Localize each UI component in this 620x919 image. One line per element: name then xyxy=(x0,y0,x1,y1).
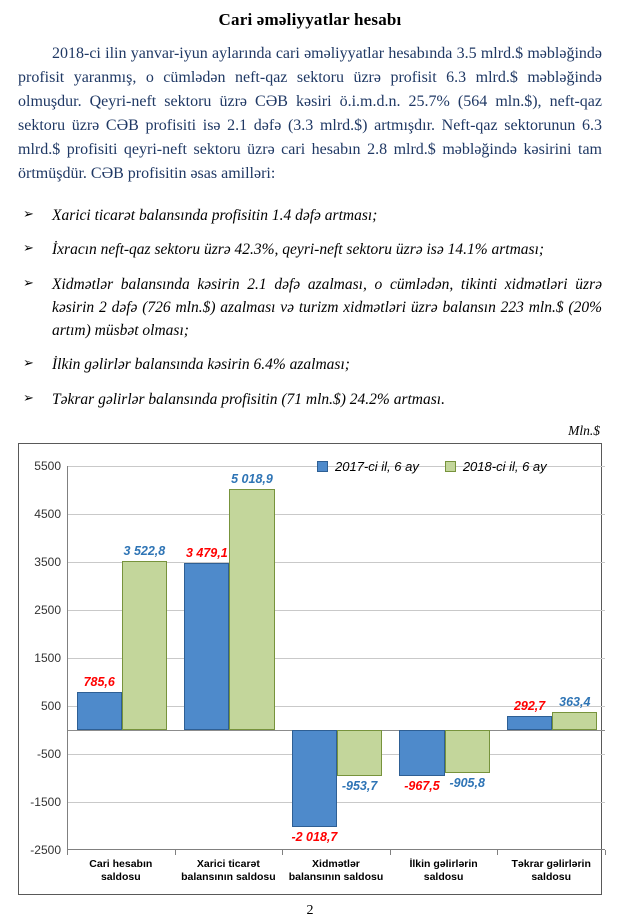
bullet-item xyxy=(18,353,602,376)
y-axis-tick-label: 3500 xyxy=(34,554,61,569)
bar-value-label: -2 018,7 xyxy=(291,829,338,844)
bullet-arrow-icon: ➢ xyxy=(23,356,34,372)
bullet-text: İlkin gəlirlər balansında kəsirin 6.4% azalması; xyxy=(52,356,350,374)
bullet-arrow-icon: ➢ xyxy=(23,275,34,291)
x-axis-category-label: Cari hesabın saldosu xyxy=(89,857,153,883)
bullet-item xyxy=(18,388,602,411)
gridline xyxy=(68,514,605,515)
x-axis-category-label: Xarici ticarət balansının saldosu xyxy=(181,857,276,883)
bullet-text: Xarici ticarət balansında profisitin 1.4 dəfə artması; xyxy=(52,207,378,224)
bullet-text: Xidmətlər balansında kəsirin 2.1 dəfə azalması, o cümlədən, tikinti xidmətləri üzrə kəsirin 2 dəfə (726 mln.$) azalması və turizm xidmətləri üzrə balansın 223 mln.$ (20% artım) müsbət olması; xyxy=(52,275,602,339)
bullet-list xyxy=(18,204,602,411)
y-axis-tick-label: 4500 xyxy=(34,506,61,521)
y-axis-tick-label: -1500 xyxy=(30,794,61,809)
bar-series2-cat5 xyxy=(552,712,597,729)
bar-series2-cat4 xyxy=(445,730,490,773)
bar-value-label: -967,5 xyxy=(404,779,440,794)
x-axis-tick xyxy=(605,850,606,855)
bullet-arrow-icon: ➢ xyxy=(23,207,34,222)
bar-value-label: 363,4 xyxy=(559,695,591,710)
bar-series1-cat2 xyxy=(184,563,229,730)
y-axis-tick-label: -500 xyxy=(36,746,61,761)
bar-value-label: -953,7 xyxy=(341,778,378,793)
bar-series1-cat1 xyxy=(77,692,122,730)
legend-swatch-icon xyxy=(317,461,328,472)
legend-item xyxy=(445,459,547,474)
bar-value-label: 785,6 xyxy=(83,675,115,690)
x-axis-category-label: İlkin gəlirlərin saldosu xyxy=(409,857,478,883)
page-title: Cari əməliyyatlar hesabı xyxy=(218,10,402,29)
x-axis-category-label: Xidmətlər balansının saldosu xyxy=(288,857,384,883)
bullet-item xyxy=(18,238,602,261)
y-axis-tick-label: 2500 xyxy=(34,602,61,617)
bar-value-label: -905,8 xyxy=(449,776,485,791)
chart-plot-area xyxy=(67,466,605,850)
legend-swatch-icon xyxy=(445,461,456,472)
x-axis-tick xyxy=(282,850,283,855)
x-axis-category-label: Təkrar gəlirlərin saldosu xyxy=(511,857,591,883)
y-axis-tick-label: 5500 xyxy=(34,458,61,473)
bullet-arrow-icon: ➢ xyxy=(23,390,34,406)
bullet-item xyxy=(18,273,602,343)
x-axis-tick xyxy=(497,850,498,855)
legend-label: 2018-ci il, 6 ay xyxy=(462,458,547,474)
bar-value-label: 5 018,9 xyxy=(231,471,273,486)
chart-unit-label: Mln.$ xyxy=(568,422,600,438)
y-axis-tick-label: 1500 xyxy=(34,650,61,665)
bar-chart xyxy=(18,443,602,895)
bar-series2-cat1 xyxy=(122,561,167,730)
bullet-item xyxy=(18,204,602,227)
bullet-text: Təkrar gəlirlər balansında profisitin (71 mln.$) 24.2% artması. xyxy=(52,390,445,408)
bar-series1-cat5 xyxy=(507,716,552,730)
bar-value-label: 292,7 xyxy=(513,698,546,713)
bar-series2-cat3 xyxy=(337,730,382,776)
legend-item xyxy=(317,459,419,474)
y-axis-tick-label: -2500 xyxy=(30,842,61,857)
bullet-text: İxracın neft-qaz sektoru üzrə 42.3%, qeyri-neft sektoru üzrə isə 14.1% artması; xyxy=(52,241,545,259)
bar-value-label: 3 522,8 xyxy=(123,543,166,558)
page-number: 2 xyxy=(306,902,314,918)
x-axis-tick xyxy=(390,850,391,855)
x-axis-tick xyxy=(67,850,68,855)
x-axis-tick xyxy=(175,850,176,855)
bar-value-label: 3 479,1 xyxy=(185,545,228,560)
bullet-arrow-icon: ➢ xyxy=(23,241,34,257)
legend-label: 2017-ci il, 6 ay xyxy=(335,458,419,474)
chart-legend xyxy=(317,459,547,474)
body-paragraph: 2018-ci ilin yanvar-iyun aylarında cari əməliyyatlar hesabında 3.5 mlrd.$ məbləğində profisit yaranmış, o cümlədən neft-qaz sektoru üzrə profisit 6.3 mlrd.$ məbləğində olmuşdur. Qeyri-neft sektoru üzrə CƏB kəsiri ö.i.m.d.n. 25.7% (564 mln.$), neft-qaz sektoru üzrə CƏB profisiti isə 2.1 dəfə (3.3 mlrd.$) artmışdır. Neft-qaz sektorunun 6.3 mlrd.$ profisiti qeyri-neft sektoru üzrə cari hesabın 2.8 mlrd.$ məbləğində kəsirini tam örtmüşdür. CƏB profisitin əsas amilləri: xyxy=(18,45,602,182)
bar-series1-cat4 xyxy=(399,730,444,776)
y-axis-tick-label: 500 xyxy=(40,698,61,713)
bar-series2-cat2 xyxy=(229,489,274,730)
